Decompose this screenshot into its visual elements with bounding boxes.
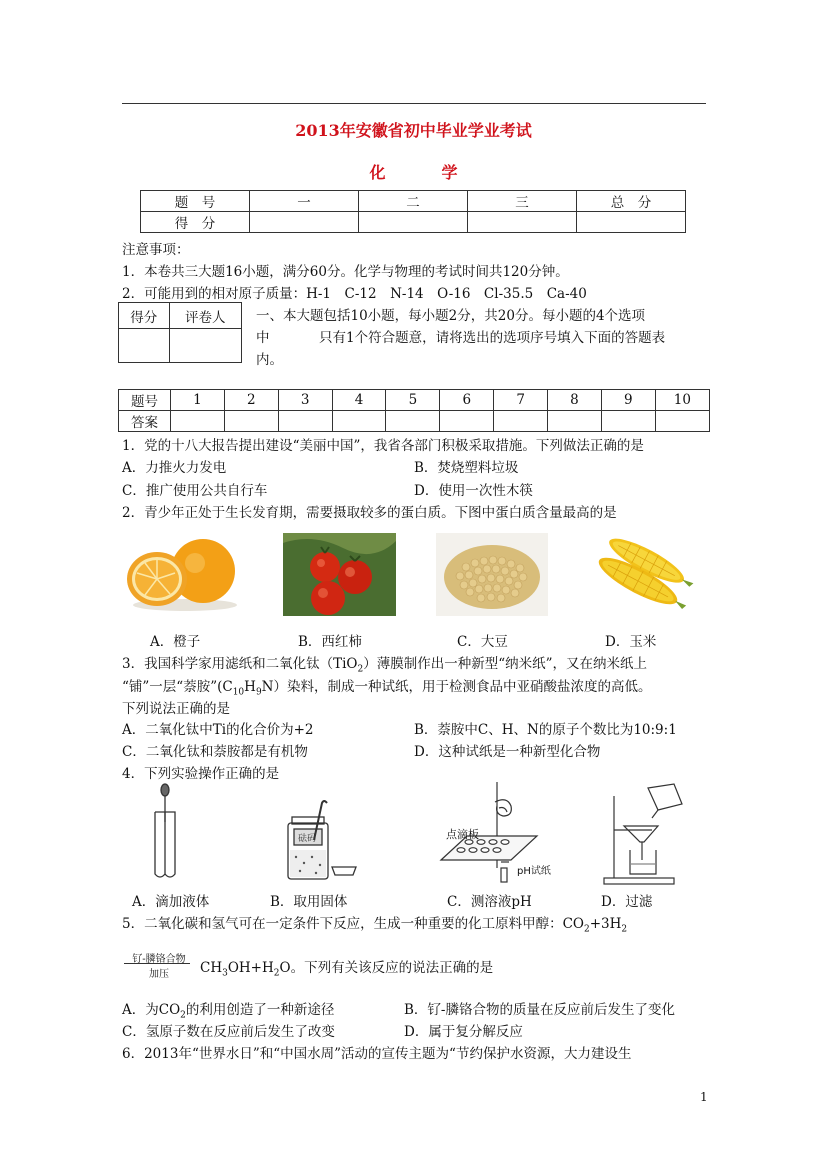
grader-name-cell[interactable]	[169, 329, 241, 363]
score-cell[interactable]	[577, 212, 686, 233]
grader-box-grader: 评卷人	[169, 303, 241, 329]
q3-line2-sub2: 9	[255, 687, 262, 698]
q2-option-b: B．西红柿	[298, 634, 362, 650]
q3-line1a: 3．我国科学家用滤纸和二氧化钛（TiO	[122, 656, 358, 672]
answer-table-number: 8	[548, 390, 602, 411]
q3-line2	[122, 675, 651, 698]
answer-table	[118, 389, 710, 432]
q5-product-sub: 3	[222, 968, 228, 979]
answer-table-number: 4	[332, 390, 386, 411]
q3-line1	[122, 652, 647, 675]
answer-table-number: 10	[655, 390, 709, 411]
q5-option-a-sub: 2	[180, 1010, 186, 1021]
q5-option-a-text: A．为CO	[122, 1002, 181, 1018]
q3-option-d: D．这种试纸是一种新型化合物	[414, 744, 601, 760]
q3-option-c: C．二氧化钛和萘胺都是有机物	[122, 744, 308, 760]
q4-option-c: C．测溶液pH	[447, 894, 532, 910]
answer-cell[interactable]	[601, 411, 655, 432]
solid-taking-illustration	[280, 795, 360, 885]
q4-stem: 4．下列实验操作正确的是	[122, 766, 280, 782]
q5-product-line	[200, 956, 493, 979]
q3-line2a: “铺”一层“萘胺”(C	[122, 679, 233, 695]
answer-table-label: 答案	[119, 411, 171, 432]
score-table-header: 三	[468, 191, 577, 212]
score-table-header: 总 分	[577, 191, 686, 212]
section1-line2a: 中	[256, 330, 270, 346]
q5-option-c: C．氢原子数在反应前后发生了改变	[122, 1024, 335, 1040]
q3-line2b: H	[244, 679, 256, 695]
q5-line1-text: 5．二氧化碳和氢气可在一定条件下反应，生成一种重要的化工原料甲醇：CO	[122, 916, 584, 932]
section1-line3: 内。	[256, 352, 283, 368]
q2-option-d: D．玉米	[605, 634, 657, 650]
score-table-row-label: 得 分	[141, 212, 250, 233]
score-table-header: 一	[250, 191, 359, 212]
answer-cell[interactable]	[440, 411, 494, 432]
notes-item-1: 1．本卷共三大题16小题，满分60分。化学与物理的考试时间共120分钟。	[122, 264, 569, 280]
subject-char-1: 化	[369, 163, 386, 182]
score-table	[140, 190, 686, 233]
q2-option-c: C．大豆	[457, 634, 508, 650]
q6-stem: 6．2013年“世界水日”和“中国水周”活动的宣传主题为“节约保护水资源，大力建设生	[122, 1046, 632, 1062]
dropper-illustration	[145, 782, 185, 882]
q1-option-c: C．推广使用公共自行车	[122, 483, 268, 499]
corn-image	[588, 533, 700, 616]
answer-table-number: 9	[601, 390, 655, 411]
score-cell[interactable]	[250, 212, 359, 233]
q4-option-b: B．取用固体	[270, 894, 348, 910]
grader-box	[118, 302, 242, 363]
answer-table-number: 6	[440, 390, 494, 411]
exam-title: 2013年安徽省初中毕业学业考试	[295, 121, 532, 140]
answer-cell[interactable]	[332, 411, 386, 432]
q3-option-b: B．萘胺中C、H、N的原子个数比为10:9:1	[414, 722, 677, 738]
q5-product-b: OH+H	[227, 960, 274, 976]
answer-cell[interactable]	[494, 411, 548, 432]
answer-table-label: 题号	[119, 390, 171, 411]
answer-table-number: 1	[171, 390, 225, 411]
subject-char-2: 学	[441, 163, 458, 182]
q2-stem: 2．青少年正处于生长发育期，需要摄取较多的蛋白质。下图中蛋白质含量最高的是	[122, 505, 617, 521]
q5-option-a	[122, 998, 334, 1021]
answer-cell[interactable]	[171, 411, 225, 432]
tomato-image	[283, 533, 396, 616]
q5-option-a-tail: 的利用创造了一种新途径	[185, 1002, 335, 1018]
soybean-image	[436, 533, 548, 616]
grader-score-cell[interactable]	[119, 329, 170, 363]
q5-line1-sub2: 2	[621, 924, 628, 935]
notes-item-2: 2．可能用到的相对原子质量：H-1 C-12 N-14 O-16 Cl-35.5 Ca-40	[122, 286, 587, 302]
filtration-illustration	[600, 782, 690, 886]
q3-line3: 下列说法正确的是	[122, 701, 230, 717]
exam-subject	[0, 160, 827, 183]
q3-line1-sub: 2	[357, 664, 364, 675]
header-rule	[122, 103, 706, 104]
answer-table-number: 3	[278, 390, 332, 411]
page-number: 1	[700, 1090, 708, 1104]
answer-table-number: 5	[386, 390, 440, 411]
q5-reaction-arrow	[124, 963, 190, 964]
q3-option-a: A．二氧化钛中Ti的化合价为+2	[122, 722, 314, 738]
score-table-header: 题 号	[141, 191, 250, 212]
section1-line2b: 只有1个符合题意，请将选出的选项序号填入下面的答题表	[319, 330, 666, 346]
score-table-header: 二	[359, 191, 468, 212]
section1-line1: 一、本大题包括10小题，每小题2分，共20分。每小题的4个选项	[256, 308, 646, 324]
q1-stem: 1．党的十八大报告提出建设“美丽中国”，我省各部门积极采取措施。下列做法正确的是	[122, 438, 644, 454]
answer-table-number: 2	[224, 390, 278, 411]
q5-product-a: CH	[200, 960, 223, 976]
score-cell[interactable]	[359, 212, 468, 233]
grader-box-score: 得分	[119, 303, 170, 329]
q1-option-d: D．使用一次性木筷	[414, 483, 533, 499]
answer-cell[interactable]	[224, 411, 278, 432]
q5-line1-sub: 2	[584, 924, 590, 935]
q5-option-d: D．属于复分解反应	[404, 1024, 523, 1040]
q5-line1	[122, 912, 627, 935]
notes-heading: 注意事项：	[122, 242, 190, 258]
q5-line1-tail: +3H	[589, 916, 622, 932]
q5-product-sub2: 2	[273, 968, 280, 979]
answer-cell[interactable]	[548, 411, 602, 432]
q5-product-c: O。下列有关该反应的说法正确的是	[279, 960, 494, 976]
answer-cell[interactable]	[655, 411, 709, 432]
answer-cell[interactable]	[386, 411, 440, 432]
answer-table-number: 7	[494, 390, 548, 411]
q5-condition: 加压	[149, 969, 169, 980]
ph-paper-label: pH试纸	[517, 866, 551, 877]
q3-line2c: N）染料，制成一种试纸，用于检测食品中亚硝酸盐浓度的高低。	[261, 679, 652, 695]
q5-catalyst: 钌-膦铬合物	[132, 954, 186, 965]
orange-image	[125, 533, 238, 613]
score-cell[interactable]	[468, 212, 577, 233]
q2-option-a: A．橙子	[150, 634, 201, 650]
q4-option-a: A．滴加液体	[132, 894, 210, 910]
q3-line1b: ）薄膜制作出一种新型“纳米纸”，又在纳米纸上	[363, 656, 648, 672]
q1-option-a: A．力推火力发电	[122, 460, 227, 476]
ph-plate-label: 点滴板	[446, 828, 479, 841]
q1-option-b: B．焚烧塑料垃圾	[414, 460, 519, 476]
q3-line2-sub1: 10	[232, 687, 245, 698]
svg-text:砝码: 砝码	[298, 834, 317, 844]
answer-cell[interactable]	[278, 411, 332, 432]
q5-option-b: B．钌-膦铬合物的质量在反应前后发生了变化	[404, 1002, 675, 1018]
q4-option-d: D．过滤	[601, 894, 653, 910]
